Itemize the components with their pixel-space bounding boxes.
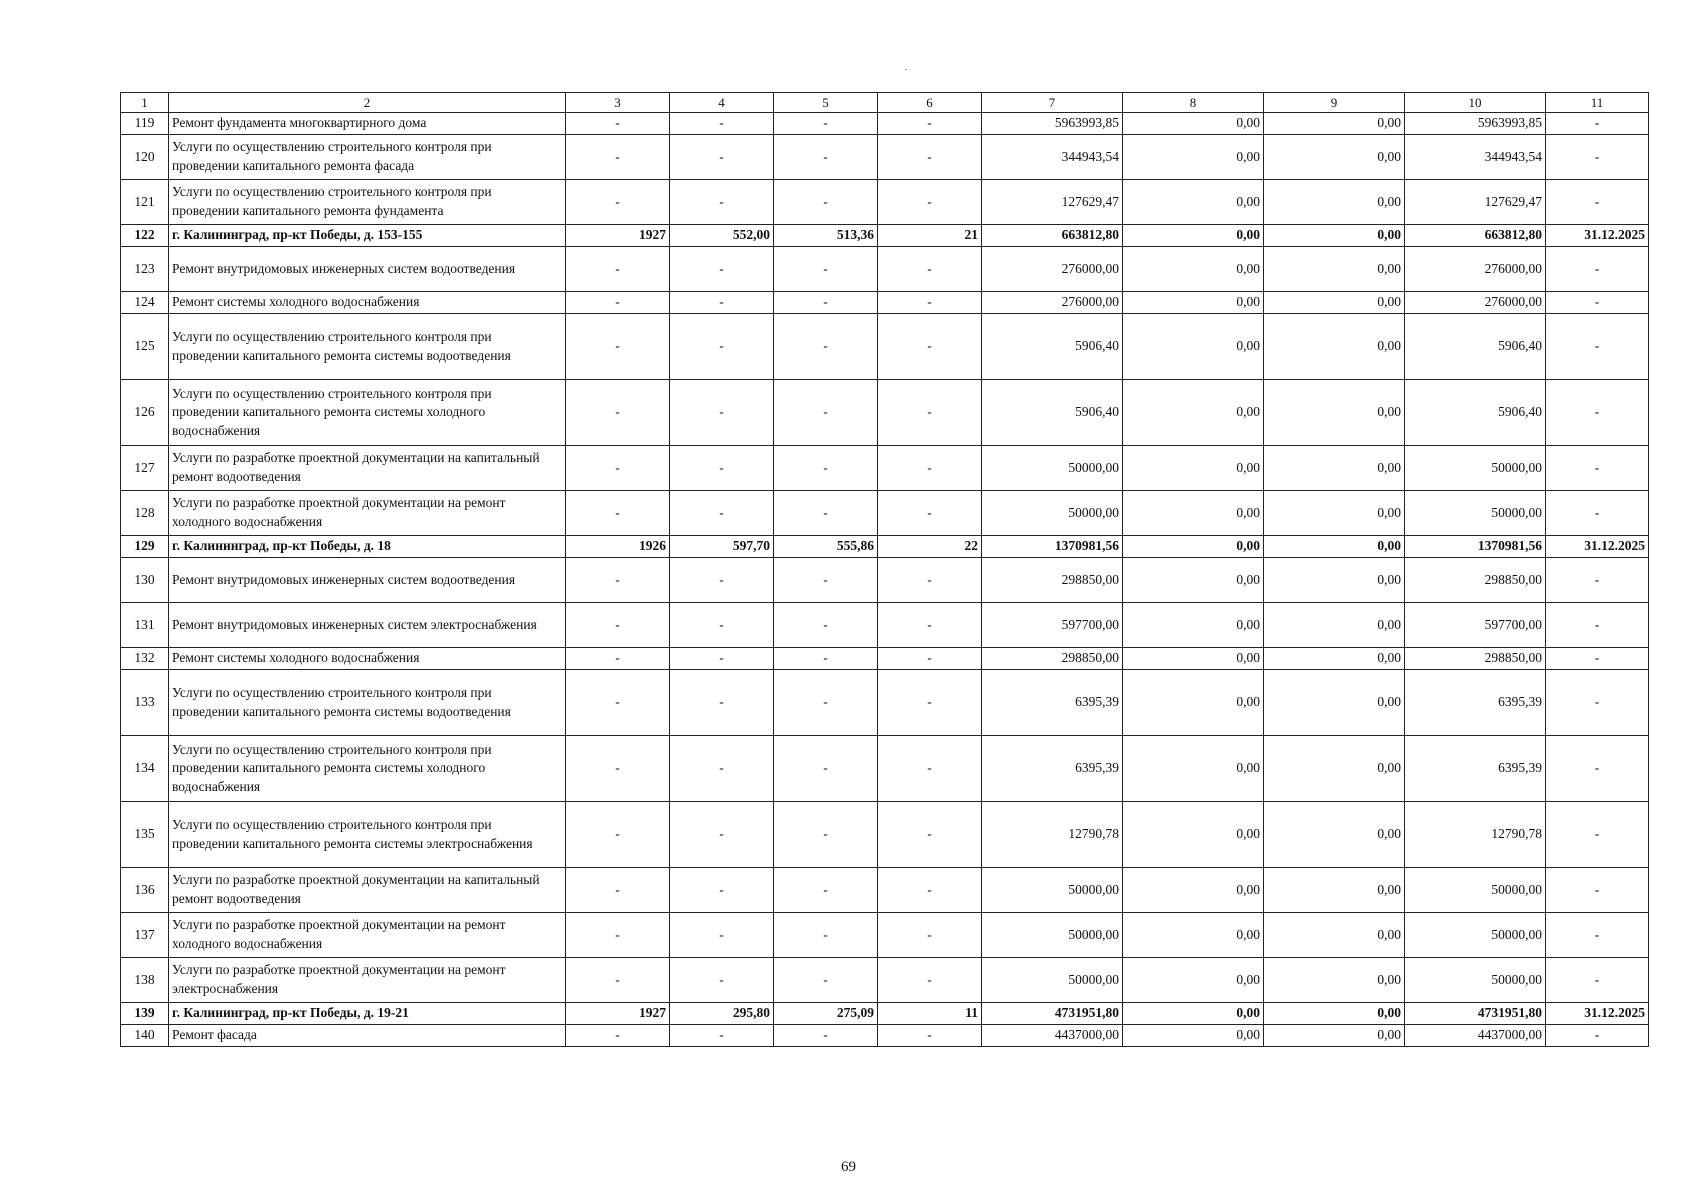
- col10-cell: 12790,78: [1405, 802, 1546, 868]
- table-row: [121, 135, 1649, 180]
- col3-cell: -: [566, 802, 670, 868]
- col10-cell: 50000,00: [1405, 868, 1546, 913]
- col9-cell: 0,00: [1264, 1003, 1405, 1025]
- col6-cell: 11: [878, 1003, 982, 1025]
- description-cell: Услуги по осуществлению строительного контроля при проведении капитального ремонта фундамента: [169, 180, 566, 225]
- col9-cell: 0,00: [1264, 113, 1405, 135]
- col5-cell: 513,36: [774, 225, 878, 247]
- description-cell: Услуги по разработке проектной документации на капитальный ремонт водоотведения: [169, 868, 566, 913]
- col9-cell: 0,00: [1264, 314, 1405, 380]
- col8-cell: 0,00: [1123, 247, 1264, 292]
- col8-cell: 0,00: [1123, 648, 1264, 670]
- col5-cell: -: [774, 913, 878, 958]
- col4-cell: -: [670, 736, 774, 802]
- col3-cell: -: [566, 113, 670, 135]
- col8-cell: 0,00: [1123, 1025, 1264, 1047]
- col5-cell: -: [774, 802, 878, 868]
- col3-cell: 1926: [566, 536, 670, 558]
- col6-cell: -: [878, 1025, 982, 1047]
- table-row: [121, 958, 1649, 1003]
- col3-cell: -: [566, 868, 670, 913]
- col6-cell: -: [878, 802, 982, 868]
- col3-cell: -: [566, 958, 670, 1003]
- col8-cell: 0,00: [1123, 380, 1264, 446]
- col3-cell: -: [566, 135, 670, 180]
- col11-cell: -: [1546, 135, 1649, 180]
- col8-cell: 0,00: [1123, 225, 1264, 247]
- col5-cell: 275,09: [774, 1003, 878, 1025]
- row-number-cell: 120: [121, 135, 169, 180]
- col4-cell: -: [670, 802, 774, 868]
- col4-cell: 295,80: [670, 1003, 774, 1025]
- col9-cell: 0,00: [1264, 1025, 1405, 1047]
- col7-cell: 50000,00: [982, 958, 1123, 1003]
- table-row: [121, 446, 1649, 491]
- col5-cell: -: [774, 1025, 878, 1047]
- col10-cell: 344943,54: [1405, 135, 1546, 180]
- col11-cell: -: [1546, 802, 1649, 868]
- row-number-cell: 131: [121, 603, 169, 648]
- row-number-cell: 124: [121, 292, 169, 314]
- address-row: [121, 225, 1649, 247]
- col11-cell: -: [1546, 446, 1649, 491]
- col6-cell: -: [878, 558, 982, 603]
- description-cell: г. Калининград, пр-кт Победы, д. 19-21: [169, 1003, 566, 1025]
- table-row: [121, 648, 1649, 670]
- col9-cell: 0,00: [1264, 446, 1405, 491]
- col9-cell: 0,00: [1264, 913, 1405, 958]
- description-cell: Ремонт внутридомовых инженерных систем водоотведения: [169, 558, 566, 603]
- address-row: [121, 536, 1649, 558]
- col11-cell: -: [1546, 247, 1649, 292]
- col7-cell: 298850,00: [982, 558, 1123, 603]
- table-row: [121, 314, 1649, 380]
- col11-cell: -: [1546, 648, 1649, 670]
- col10-cell: 4437000,00: [1405, 1025, 1546, 1047]
- col11-cell: -: [1546, 958, 1649, 1003]
- col3-cell: -: [566, 603, 670, 648]
- col3-cell: 1927: [566, 1003, 670, 1025]
- col6-cell: -: [878, 491, 982, 536]
- col11-cell: -: [1546, 380, 1649, 446]
- table-row: [121, 380, 1649, 446]
- description-cell: Услуги по осуществлению строительного контроля при проведении капитального ремонта системы водоотведения: [169, 314, 566, 380]
- row-number-cell: 125: [121, 314, 169, 380]
- col3-cell: -: [566, 648, 670, 670]
- description-cell: Услуги по осуществлению строительного контроля при проведении капитального ремонта системы холодного водоснабжения: [169, 736, 566, 802]
- col4-cell: -: [670, 180, 774, 225]
- table-row: [121, 491, 1649, 536]
- col4-cell: -: [670, 314, 774, 380]
- col5-cell: -: [774, 558, 878, 603]
- col7-cell: 6395,39: [982, 670, 1123, 736]
- col8-cell: 0,00: [1123, 958, 1264, 1003]
- col10-cell: 50000,00: [1405, 491, 1546, 536]
- col10-cell: 50000,00: [1405, 446, 1546, 491]
- column-header: 7: [982, 93, 1123, 113]
- col10-cell: 298850,00: [1405, 648, 1546, 670]
- row-number-cell: 133: [121, 670, 169, 736]
- column-number-header-row: [121, 93, 1649, 113]
- col7-cell: 50000,00: [982, 491, 1123, 536]
- col7-cell: 50000,00: [982, 868, 1123, 913]
- col5-cell: -: [774, 446, 878, 491]
- col7-cell: 276000,00: [982, 292, 1123, 314]
- page-number: 69: [841, 1159, 856, 1175]
- col8-cell: 0,00: [1123, 292, 1264, 314]
- description-cell: г. Калининград, пр-кт Победы, д. 18: [169, 536, 566, 558]
- table-row: [121, 292, 1649, 314]
- col5-cell: -: [774, 113, 878, 135]
- col9-cell: 0,00: [1264, 180, 1405, 225]
- col5-cell: -: [774, 180, 878, 225]
- col4-cell: -: [670, 113, 774, 135]
- col10-cell: 6395,39: [1405, 736, 1546, 802]
- col7-cell: 5906,40: [982, 380, 1123, 446]
- col3-cell: -: [566, 558, 670, 603]
- row-number-cell: 119: [121, 113, 169, 135]
- col11-cell: -: [1546, 558, 1649, 603]
- col7-cell: 276000,00: [982, 247, 1123, 292]
- col11-cell: -: [1546, 314, 1649, 380]
- col11-cell: -: [1546, 292, 1649, 314]
- col7-cell: 127629,47: [982, 180, 1123, 225]
- col6-cell: -: [878, 180, 982, 225]
- row-number-cell: 138: [121, 958, 169, 1003]
- col6-cell: 22: [878, 536, 982, 558]
- col9-cell: 0,00: [1264, 603, 1405, 648]
- col10-cell: 1370981,56: [1405, 536, 1546, 558]
- column-header: 6: [878, 93, 982, 113]
- table-row: [121, 180, 1649, 225]
- table-row: [121, 670, 1649, 736]
- col11-cell: 31.12.2025: [1546, 1003, 1649, 1025]
- row-number-cell: 134: [121, 736, 169, 802]
- col9-cell: 0,00: [1264, 225, 1405, 247]
- address-row: [121, 1003, 1649, 1025]
- col3-cell: -: [566, 491, 670, 536]
- col4-cell: -: [670, 446, 774, 491]
- col5-cell: -: [774, 736, 878, 802]
- row-number-cell: 127: [121, 446, 169, 491]
- col10-cell: 5906,40: [1405, 314, 1546, 380]
- col3-cell: -: [566, 913, 670, 958]
- col4-cell: -: [670, 491, 774, 536]
- col3-cell: -: [566, 180, 670, 225]
- col10-cell: 50000,00: [1405, 913, 1546, 958]
- col8-cell: 0,00: [1123, 113, 1264, 135]
- row-number-cell: 135: [121, 802, 169, 868]
- col7-cell: 298850,00: [982, 648, 1123, 670]
- col4-cell: -: [670, 135, 774, 180]
- col3-cell: -: [566, 314, 670, 380]
- col8-cell: 0,00: [1123, 558, 1264, 603]
- col7-cell: 344943,54: [982, 135, 1123, 180]
- table-row: [121, 868, 1649, 913]
- col4-cell: -: [670, 558, 774, 603]
- table-row: [121, 913, 1649, 958]
- col5-cell: -: [774, 603, 878, 648]
- col11-cell: -: [1546, 180, 1649, 225]
- col3-cell: -: [566, 736, 670, 802]
- col10-cell: 50000,00: [1405, 958, 1546, 1003]
- col8-cell: 0,00: [1123, 135, 1264, 180]
- col6-cell: -: [878, 958, 982, 1003]
- col6-cell: -: [878, 603, 982, 648]
- col8-cell: 0,00: [1123, 536, 1264, 558]
- column-header: 5: [774, 93, 878, 113]
- table-row: [121, 603, 1649, 648]
- col9-cell: 0,00: [1264, 536, 1405, 558]
- col3-cell: -: [566, 1025, 670, 1047]
- table-row: [121, 1025, 1649, 1047]
- col6-cell: -: [878, 736, 982, 802]
- col3-cell: -: [566, 670, 670, 736]
- col4-cell: -: [670, 247, 774, 292]
- row-number-cell: 128: [121, 491, 169, 536]
- col9-cell: 0,00: [1264, 491, 1405, 536]
- col10-cell: 298850,00: [1405, 558, 1546, 603]
- col11-cell: -: [1546, 868, 1649, 913]
- description-cell: Ремонт внутридомовых инженерных систем электроснабжения: [169, 603, 566, 648]
- col5-cell: -: [774, 491, 878, 536]
- col6-cell: -: [878, 113, 982, 135]
- col5-cell: -: [774, 648, 878, 670]
- col9-cell: 0,00: [1264, 868, 1405, 913]
- col8-cell: 0,00: [1123, 670, 1264, 736]
- col11-cell: -: [1546, 113, 1649, 135]
- col10-cell: 5963993,85: [1405, 113, 1546, 135]
- col5-cell: -: [774, 958, 878, 1003]
- col5-cell: -: [774, 314, 878, 380]
- col9-cell: 0,00: [1264, 958, 1405, 1003]
- column-header: 3: [566, 93, 670, 113]
- col7-cell: 4731951,80: [982, 1003, 1123, 1025]
- column-header: 4: [670, 93, 774, 113]
- col9-cell: 0,00: [1264, 247, 1405, 292]
- col5-cell: -: [774, 292, 878, 314]
- table-row: [121, 113, 1649, 135]
- row-number-cell: 122: [121, 225, 169, 247]
- col4-cell: 597,70: [670, 536, 774, 558]
- col5-cell: -: [774, 380, 878, 446]
- col5-cell: -: [774, 868, 878, 913]
- col6-cell: -: [878, 446, 982, 491]
- col4-cell: -: [670, 1025, 774, 1047]
- col4-cell: -: [670, 958, 774, 1003]
- row-number-cell: 129: [121, 536, 169, 558]
- scan-speck: [905, 69, 907, 70]
- col3-cell: -: [566, 380, 670, 446]
- col8-cell: 0,00: [1123, 314, 1264, 380]
- row-number-cell: 139: [121, 1003, 169, 1025]
- col10-cell: 6395,39: [1405, 670, 1546, 736]
- col11-cell: -: [1546, 736, 1649, 802]
- col3-cell: -: [566, 446, 670, 491]
- col4-cell: -: [670, 670, 774, 736]
- col4-cell: -: [670, 648, 774, 670]
- column-header: 9: [1264, 93, 1405, 113]
- col6-cell: -: [878, 868, 982, 913]
- col8-cell: 0,00: [1123, 1003, 1264, 1025]
- column-header: 1: [121, 93, 169, 113]
- description-cell: г. Калининград, пр-кт Победы, д. 153-155: [169, 225, 566, 247]
- col6-cell: -: [878, 292, 982, 314]
- column-header: 11: [1546, 93, 1649, 113]
- description-cell: Услуги по осуществлению строительного контроля при проведении капитального ремонта системы электроснабжения: [169, 802, 566, 868]
- description-cell: Ремонт системы холодного водоснабжения: [169, 292, 566, 314]
- column-header: 8: [1123, 93, 1264, 113]
- col9-cell: 0,00: [1264, 135, 1405, 180]
- description-cell: Услуги по осуществлению строительного контроля при проведении капитального ремонта фасада: [169, 135, 566, 180]
- description-cell: Услуги по разработке проектной документации на капитальный ремонт водоотведения: [169, 446, 566, 491]
- col10-cell: 276000,00: [1405, 292, 1546, 314]
- col8-cell: 0,00: [1123, 802, 1264, 868]
- row-number-cell: 136: [121, 868, 169, 913]
- col8-cell: 0,00: [1123, 868, 1264, 913]
- col7-cell: 50000,00: [982, 446, 1123, 491]
- col4-cell: -: [670, 292, 774, 314]
- col6-cell: -: [878, 913, 982, 958]
- col9-cell: 0,00: [1264, 802, 1405, 868]
- col10-cell: 597700,00: [1405, 603, 1546, 648]
- col7-cell: 50000,00: [982, 913, 1123, 958]
- col8-cell: 0,00: [1123, 603, 1264, 648]
- table-row: [121, 736, 1649, 802]
- col8-cell: 0,00: [1123, 913, 1264, 958]
- col8-cell: 0,00: [1123, 180, 1264, 225]
- col6-cell: -: [878, 670, 982, 736]
- capital-repair-table: [120, 92, 1649, 1047]
- col7-cell: 5906,40: [982, 314, 1123, 380]
- col5-cell: 555,86: [774, 536, 878, 558]
- description-cell: Услуги по разработке проектной документации на ремонт электроснабжения: [169, 958, 566, 1003]
- col4-cell: -: [670, 868, 774, 913]
- col7-cell: 597700,00: [982, 603, 1123, 648]
- col5-cell: -: [774, 247, 878, 292]
- col11-cell: -: [1546, 491, 1649, 536]
- col10-cell: 5906,40: [1405, 380, 1546, 446]
- col6-cell: -: [878, 135, 982, 180]
- col7-cell: 663812,80: [982, 225, 1123, 247]
- description-cell: Ремонт системы холодного водоснабжения: [169, 648, 566, 670]
- col11-cell: 31.12.2025: [1546, 536, 1649, 558]
- table-row: [121, 802, 1649, 868]
- col6-cell: -: [878, 380, 982, 446]
- col5-cell: -: [774, 135, 878, 180]
- col9-cell: 0,00: [1264, 292, 1405, 314]
- col6-cell: -: [878, 314, 982, 380]
- table-row: [121, 247, 1649, 292]
- col7-cell: 4437000,00: [982, 1025, 1123, 1047]
- col4-cell: 552,00: [670, 225, 774, 247]
- description-cell: Ремонт фасада: [169, 1025, 566, 1047]
- row-number-cell: 137: [121, 913, 169, 958]
- col8-cell: 0,00: [1123, 446, 1264, 491]
- col9-cell: 0,00: [1264, 648, 1405, 670]
- col10-cell: 127629,47: [1405, 180, 1546, 225]
- col9-cell: 0,00: [1264, 380, 1405, 446]
- col6-cell: 21: [878, 225, 982, 247]
- col3-cell: -: [566, 292, 670, 314]
- col10-cell: 4731951,80: [1405, 1003, 1546, 1025]
- col9-cell: 0,00: [1264, 558, 1405, 603]
- col8-cell: 0,00: [1123, 736, 1264, 802]
- description-cell: Услуги по осуществлению строительного контроля при проведении капитального ремонта системы холодного водоснабжения: [169, 380, 566, 446]
- col7-cell: 5963993,85: [982, 113, 1123, 135]
- col10-cell: 663812,80: [1405, 225, 1546, 247]
- col5-cell: -: [774, 670, 878, 736]
- description-cell: Услуги по осуществлению строительного контроля при проведении капитального ремонта системы водоотведения: [169, 670, 566, 736]
- col3-cell: -: [566, 247, 670, 292]
- description-cell: Услуги по разработке проектной документации на ремонт холодного водоснабжения: [169, 491, 566, 536]
- row-number-cell: 121: [121, 180, 169, 225]
- row-number-cell: 140: [121, 1025, 169, 1047]
- col11-cell: -: [1546, 1025, 1649, 1047]
- column-header: 10: [1405, 93, 1546, 113]
- column-header: 2: [169, 93, 566, 113]
- col7-cell: 6395,39: [982, 736, 1123, 802]
- col4-cell: -: [670, 380, 774, 446]
- col4-cell: -: [670, 913, 774, 958]
- col11-cell: -: [1546, 603, 1649, 648]
- row-number-cell: 130: [121, 558, 169, 603]
- col9-cell: 0,00: [1264, 736, 1405, 802]
- col7-cell: 1370981,56: [982, 536, 1123, 558]
- col10-cell: 276000,00: [1405, 247, 1546, 292]
- col3-cell: 1927: [566, 225, 670, 247]
- col11-cell: 31.12.2025: [1546, 225, 1649, 247]
- col7-cell: 12790,78: [982, 802, 1123, 868]
- col9-cell: 0,00: [1264, 670, 1405, 736]
- description-cell: Ремонт фундамента многоквартирного дома: [169, 113, 566, 135]
- col11-cell: -: [1546, 913, 1649, 958]
- col8-cell: 0,00: [1123, 491, 1264, 536]
- col6-cell: -: [878, 247, 982, 292]
- row-number-cell: 123: [121, 247, 169, 292]
- description-cell: Услуги по разработке проектной документации на ремонт холодного водоснабжения: [169, 913, 566, 958]
- description-cell: Ремонт внутридомовых инженерных систем водоотведения: [169, 247, 566, 292]
- col6-cell: -: [878, 648, 982, 670]
- col4-cell: -: [670, 603, 774, 648]
- row-number-cell: 126: [121, 380, 169, 446]
- col11-cell: -: [1546, 670, 1649, 736]
- table-row: [121, 558, 1649, 603]
- row-number-cell: 132: [121, 648, 169, 670]
